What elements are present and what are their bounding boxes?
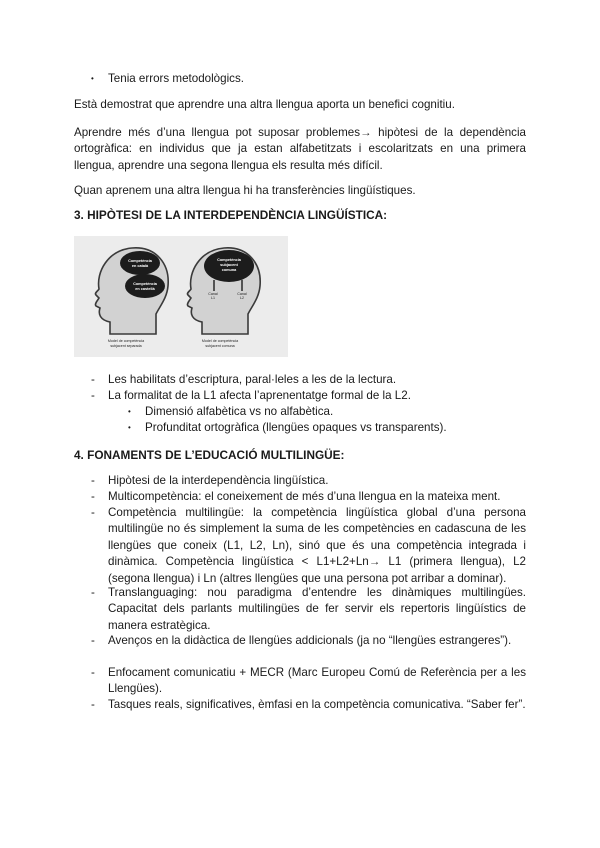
section-4-item: Avenços en la didàctica de llengües addicionals (ja no “llengües estrangeres”).: [108, 634, 512, 647]
interdependence-figure: [74, 236, 288, 357]
section-4-item: Competència multilingüe: la competència lingüística global d’una persona multilingüe no és simplement la suma de les competències en cadascuna de les llengües que coneix (L1, L2, Ln), sinó que és una competència integrada i dinàmica. Competència lingüística < L1+L2+Ln→ L1 (primera llengua), L2 (segona llengua) i Ln (altres llengües que una persona pot arribar a dominar).: [108, 506, 526, 585]
section-3-heading: 3. HIPÒTESI DE LA INTERDEPENDÈNCIA LINGÜÍSTICA:: [74, 208, 388, 222]
right-bubble-line3: comuna: [221, 268, 237, 272]
list-dash: -: [91, 506, 95, 519]
list-dash: -: [91, 586, 95, 599]
channel-1-line1: Canal: [208, 292, 218, 296]
paragraph-orthographic-dependence: Aprendre més d’una llengua pot suposar problemes→ hipòtesi de la dependència ortogràfica: en individus que ja estan alfabetitzats i escolaritzats en una primera llengua, aprendre una segona llengua els resulta més difícil.: [74, 126, 526, 172]
section-4-heading: 4. FONAMENTS DE L’EDUCACIÓ MULTILINGÜE:: [74, 448, 345, 462]
right-bubble-line2: subjacent: [220, 263, 238, 267]
section-3-item: La formalitat de la L1 afecta l’aprenentatge formal de la L2.: [108, 389, 411, 402]
left-bubble-bottom: [125, 274, 165, 298]
list-dash: -: [91, 389, 95, 402]
section-3-subitem: Profunditat ortogràfica (llengües opaques vs transparents).: [145, 421, 447, 434]
bullet-marker: •: [128, 423, 131, 432]
list-dash: -: [91, 634, 95, 647]
section-4-item: Enfocament comunicatiu + MECR (Marc Europeu Comú de Referència per a les Llengües).: [108, 666, 526, 696]
right-caption-line1: Model de competència: [201, 339, 239, 343]
left-bubble-top-line2: en català: [131, 264, 149, 268]
paragraph-transfers: Quan aprenem una altra llengua hi ha transferències lingüístiques.: [74, 184, 416, 197]
section-4-item: Tasques reals, significatives, èmfasi en la competència comunicativa. “Saber fer”.: [108, 698, 526, 711]
channel-2-line2: L2: [240, 296, 244, 300]
channel-1-line2: L1: [211, 296, 215, 300]
intro-bullet-text: Tenia errors metodològics.: [108, 72, 244, 85]
left-caption-line1: Model de competència: [107, 339, 145, 343]
list-dash: -: [91, 698, 95, 711]
left-bubble-bottom-line2: en castellà: [135, 287, 155, 291]
two-heads-diagram: [74, 236, 288, 357]
right-bubble-line1: Competència: [217, 258, 241, 262]
section-4-item: Translanguaging: nou paradigma d’entendre les dinàmiques multilingües. Capacitat dels parlants multilingües de fer servir els repertoris lingüístics de manera estratègica.: [108, 586, 526, 632]
left-bubble-top: [120, 251, 160, 275]
left-caption-line2: subjacent separada: [110, 344, 142, 348]
left-bubble-bottom-line1: Competència: [133, 282, 157, 286]
left-bubble-top-line1: Competència: [128, 259, 152, 263]
channel-2-line1: Canal: [237, 292, 247, 296]
section-3-item: Les habilitats d’escriptura, paral·leles a les de la lectura.: [108, 373, 397, 386]
list-dash: -: [91, 490, 95, 503]
section-4-item: Hipòtesi de la interdependència lingüística.: [108, 474, 329, 487]
bullet-marker: •: [91, 74, 94, 83]
list-dash: -: [91, 373, 95, 386]
bullet-marker: •: [128, 407, 131, 416]
list-dash: -: [91, 666, 95, 679]
section-3-subitem: Dimensió alfabètica vs no alfabètica.: [145, 405, 334, 418]
section-4-item: Multicompetència: el coneixement de més d’una llengua en la mateixa ment.: [108, 490, 501, 503]
paragraph-cognitive-benefit: Està demostrat que aprendre una altra llengua aporta un benefici cognitiu.: [74, 98, 455, 111]
right-caption-line2: subjacent comuna: [205, 344, 235, 348]
list-dash: -: [91, 474, 95, 487]
